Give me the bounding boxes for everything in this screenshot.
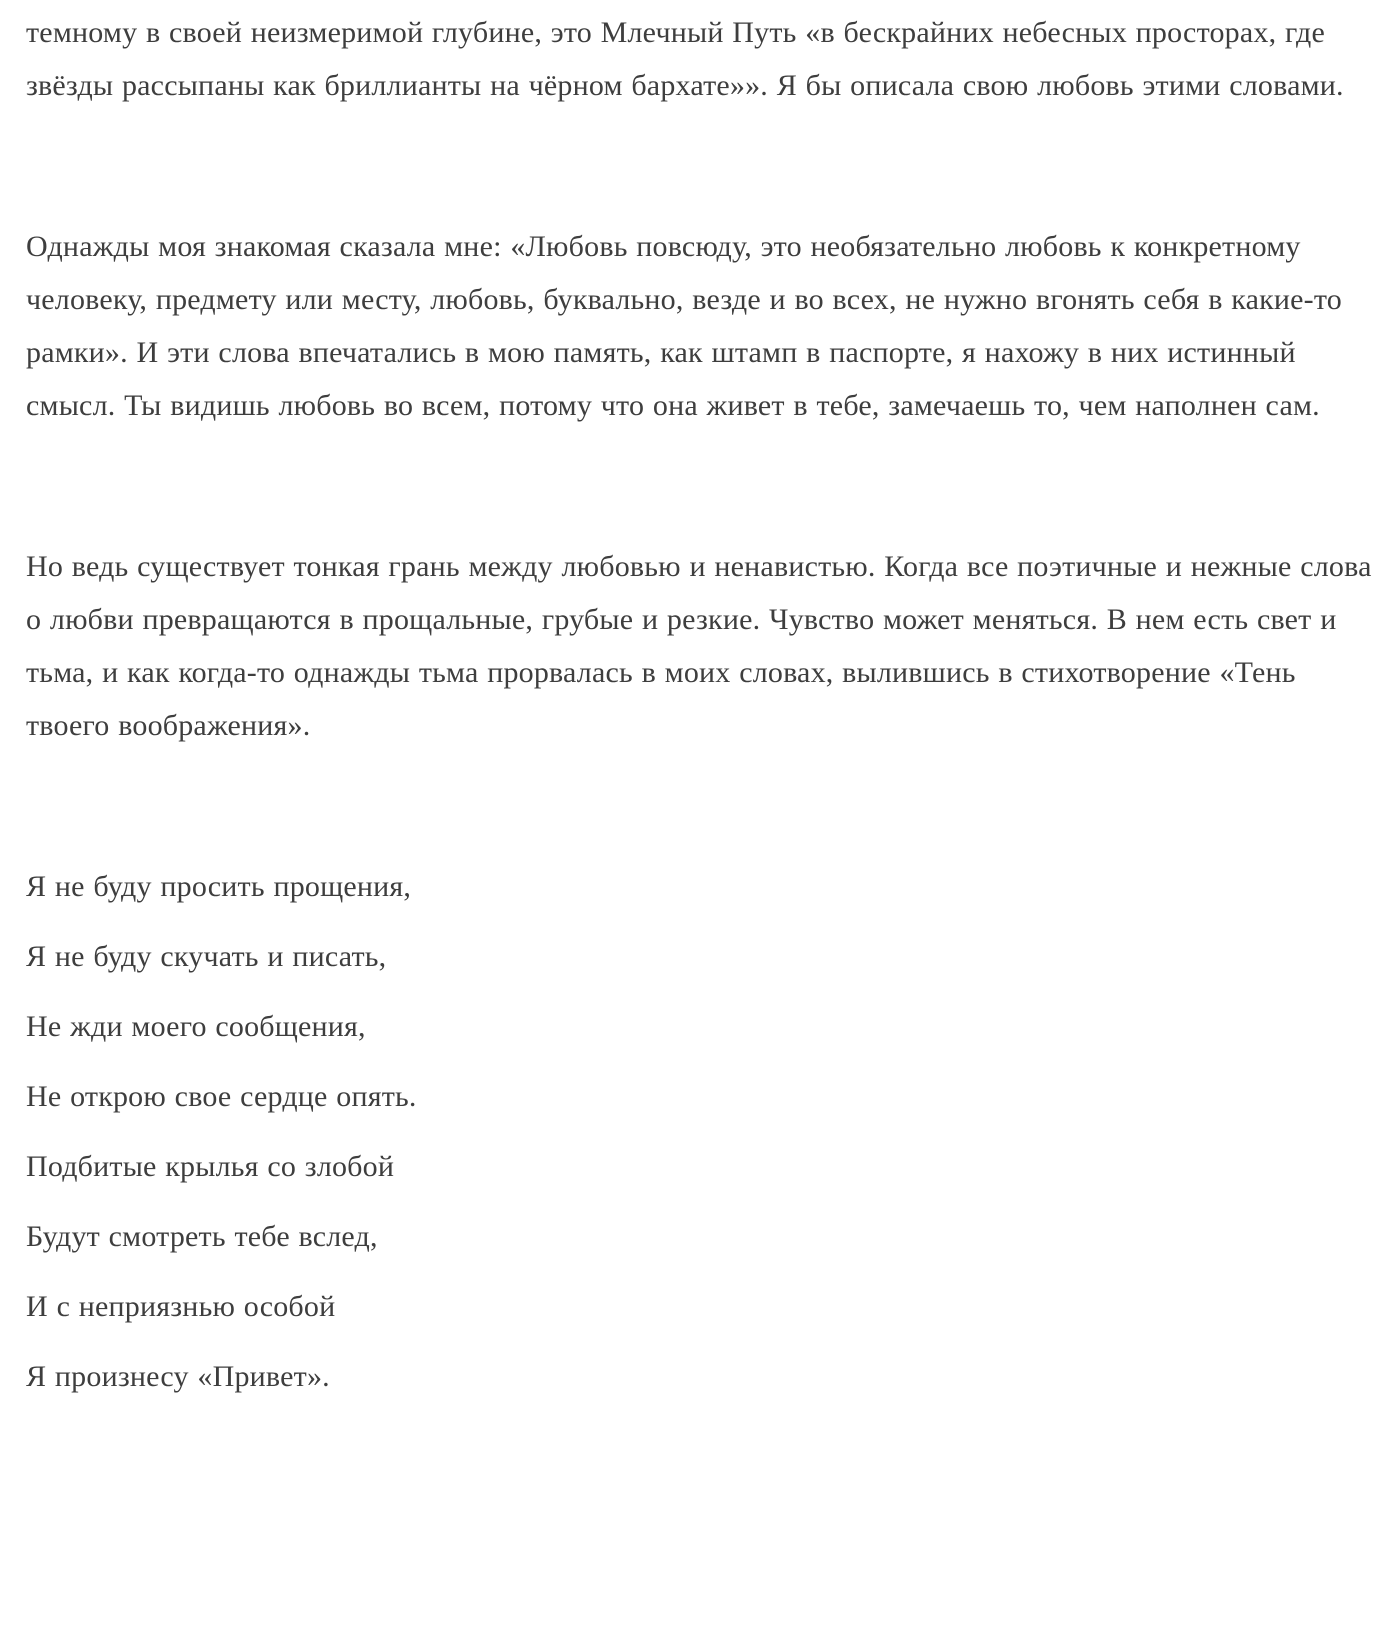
poem-line: Я не буду просить прощения, [26, 870, 412, 903]
article-paragraph: Но ведь существует тонкая грань между любовью и ненавистью. Когда все поэтичные и нежные слова о любви превращаются в прощальные, грубые и резкие. Чувство может меняться. В нем есть свет и тьма, и как когда-то однажды тьма прорвалась в моих словах, вылившись в стихотворение «Тень твоего воображения». [26, 550, 1372, 742]
poem-line: Я произнесу «Привет». [26, 1360, 330, 1393]
poem-line: Я не буду скучать и писать, [26, 940, 387, 973]
article-paragraph: темному в своей неизмеримой глубине, это Млечный Путь «в бескрайних небесных просторах, где звёзды рассыпаны как бриллианты на чёрном бархате»». Я бы описала свою любовь этими словами. [26, 16, 1344, 102]
article-body [26, 6, 1374, 1403]
article-paragraph: Однажды моя знакомая сказала мне: «Любовь повсюду, это необязательно любовь к конкретному человеку, предмету или месту, любовь, буквально, везде и во всех, не нужно вгонять себя в какие-то рамки». И эти слова впечатались в мою память, как штамп в паспорте, я нахожу в них истинный смысл. Ты видишь любовь во всем, потому что она живет в тебе, замечаешь то, чем наполнен сам. [26, 230, 1342, 422]
poem-line: Будут смотреть тебе вслед, [26, 1220, 378, 1253]
poem-line: Не жди моего сообщения, [26, 1010, 366, 1043]
poem-line: Не открою свое сердце опять. [26, 1080, 417, 1113]
poem-line: Подбитые крылья со злобой [26, 1150, 395, 1183]
poem-line: И с неприязнью особой [26, 1290, 336, 1323]
